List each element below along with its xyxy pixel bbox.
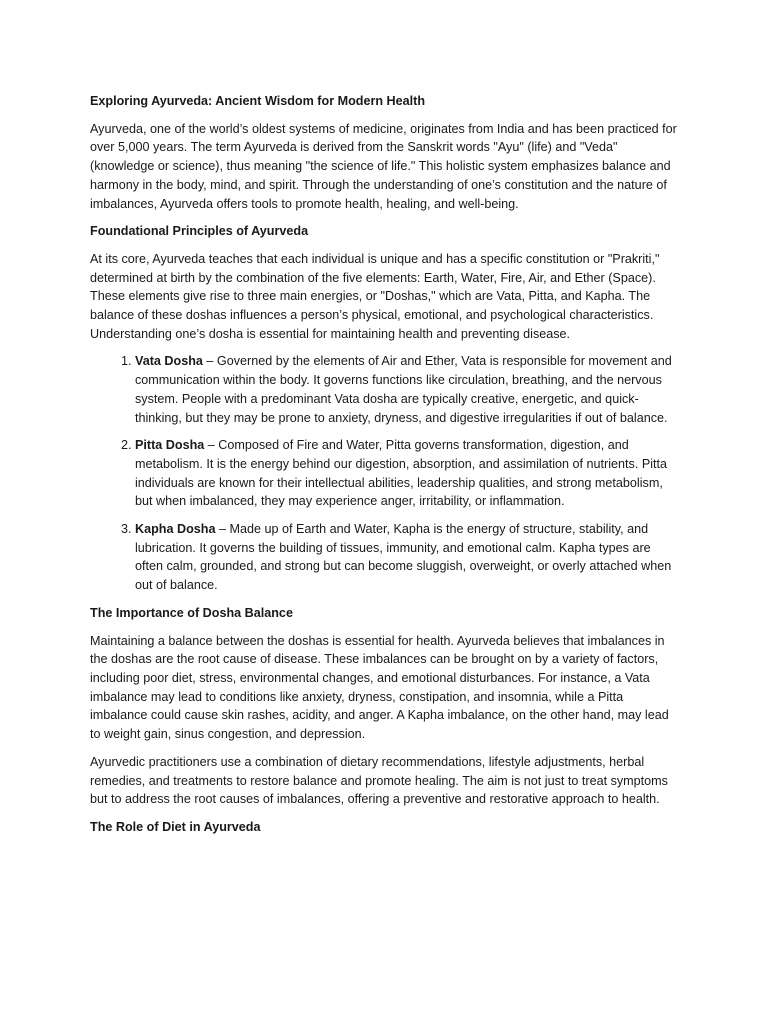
section-heading-foundational-principles: Foundational Principles of Ayurveda [90,224,309,239]
dosha-name: Vata Dosha [135,354,203,369]
section-heading-role-of-diet: The Role of Diet in Ayurveda [90,819,261,834]
dosha-name: Pitta Dosha [135,438,205,453]
document-title: Exploring Ayurveda: Ancient Wisdom for Modern Health [90,94,426,108]
dosha-description: – Made up of Earth and Water, Kapha is the energy of structure, stability, and lubrication. It governs the building of tissues, immunity, and emotional calm. Kapha types are often calm, grounded, and strong but can become sluggish, overweight, or overly attached when out of balance. [135,522,672,593]
foundational-principles-paragraph: At its core, Ayurveda teaches that each individual is unique and has a specific constitution or "Prakriti," determined at birth by the combination of the five elements: Earth, Water, Fire, Air, and Ether (Space). These elements give rise to three main energies, or "Doshas," which are Vata, Pitta, and Kapha. The balance of these doshas influences a person’s physical, emotional, and psychological characteristics. Understanding one’s dosha is essential for maintaining health and preventing disease. [90,251,660,341]
intro-paragraph: Ayurveda, one of the world’s oldest systems of medicine, originates from India and has been practiced for over 5,000 years. The term Ayurveda is derived from the Sanskrit words "Ayu" (life) and "Veda" (knowledge or science), thus meaning "the science of life." This holistic system emphasizes balance and harmony in the body, mind, and spirit. Through the understanding of one’s constitution and the nature of imbalances, Ayurveda offers tools to promote health, healing, and well-being. [90,121,677,211]
dosha-balance-paragraph-2: Ayurvedic practitioners use a combination of dietary recommendations, lifestyle adjustments, herbal remedies, and treatments to restore balance and promote healing. The aim is not just to treat symptoms but to address the root causes of imbalances, offering a preventive and restorative approach to health. [90,754,668,807]
list-item-pitta [135,436,680,511]
list-item-kapha [135,520,680,595]
dosha-description: – Composed of Fire and Water, Pitta governs transformation, digestion, and metabolism. It is the energy behind our digestion, absorption, and assimilation of nutrients. Pitta individuals are known for their intellectual abilities, leadership qualities, and strong metabolism, but when imbalanced, they may experience anger, irritability, or inflammation. [135,438,668,509]
dosha-list [90,352,680,594]
section-heading-dosha-balance: The Importance of Dosha Balance [90,605,293,620]
dosha-balance-paragraph-1: Maintaining a balance between the doshas is essential for health. Ayurveda believes that imbalances in the doshas are the root cause of disease. These imbalances can be brought on by a variety of factors, including poor diet, stress, environmental changes, and emotional disturbances. For instance, a Vata imbalance may lead to conditions like anxiety, dryness, constipation, and insomnia, while a Pitta imbalance could cause skin rashes, acidity, and anger. A Kapha imbalance, on the other hand, may lead to weight gain, sinus congestion, and depression. [90,633,669,742]
dosha-description: – Governed by the elements of Air and Ether, Vata is responsible for movement and communication within the body. It governs functions like circulation, breathing, and the nervous system. People with a predominant Vata dosha are typically creative, energetic, and quick-thinking, but they may be prone to anxiety, dryness, and digestive irregularities if out of balance. [135,354,672,425]
dosha-name: Kapha Dosha [135,522,216,537]
list-item-vata [135,352,680,427]
